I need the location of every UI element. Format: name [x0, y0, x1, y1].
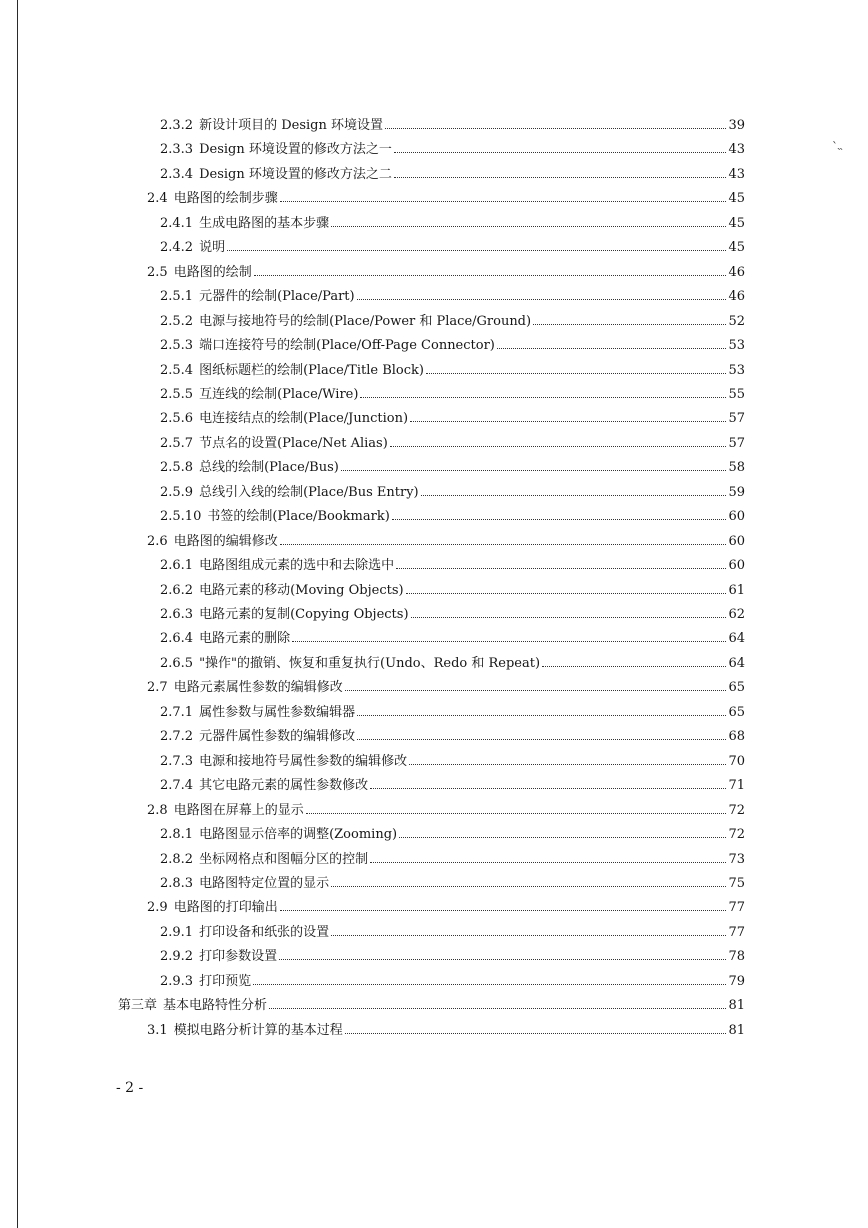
- toc-dot-leader: [280, 909, 727, 911]
- toc-entry-title: 电源与接地符号的绘制(Place/Power 和 Place/Ground): [199, 313, 532, 329]
- toc-entry[interactable]: [147, 188, 745, 210]
- toc-dot-leader: [370, 861, 726, 863]
- toc-dot-leader: [542, 665, 726, 667]
- toc-dot-leader: [357, 298, 727, 300]
- toc-entry[interactable]: [160, 115, 745, 137]
- toc-dot-leader: [331, 885, 726, 887]
- toc-entry-title: 电路图在屏幕上的显示: [173, 802, 304, 818]
- toc-entry[interactable]: [160, 384, 745, 406]
- toc-entry-number: 2.5.9: [160, 484, 194, 500]
- toc-entry-number: 3.1: [147, 1022, 168, 1038]
- toc-entry[interactable]: [147, 531, 745, 553]
- toc-entry-page: 77: [728, 924, 745, 940]
- toc-entry-page: 52: [728, 313, 745, 329]
- toc-entry-title: 其它电路元素的属性参数修改: [199, 778, 369, 794]
- toc-entry-number: 2.5.1: [160, 289, 194, 305]
- toc-entry[interactable]: [160, 506, 745, 528]
- toc-dot-leader: [331, 934, 726, 936]
- toc-entry-number: 第三章: [118, 998, 158, 1014]
- toc-entry-title: 电路图的打印输出: [173, 900, 278, 916]
- toc-entry-title: 属性参数与属性参数编辑器: [199, 704, 356, 720]
- toc-entry[interactable]: [160, 873, 745, 895]
- toc-entry[interactable]: [147, 897, 745, 919]
- toc-entry-page: 78: [728, 949, 745, 965]
- toc-entry[interactable]: [160, 213, 745, 235]
- toc-entry[interactable]: [160, 433, 745, 455]
- toc-entry-title: 元器件的绘制(Place/Part): [199, 289, 355, 305]
- toc-entry-title: 打印预览: [199, 973, 252, 989]
- toc-entry-page: 53: [728, 338, 745, 354]
- toc-dot-leader: [399, 836, 726, 838]
- toc-entry-number: 2.8.1: [160, 827, 194, 843]
- toc-entry-number: 2.5: [147, 264, 168, 280]
- toc-entry-page: 71: [728, 778, 745, 794]
- toc-entry-page: 46: [728, 264, 745, 280]
- toc-dot-leader: [426, 372, 726, 374]
- toc-dot-leader: [394, 176, 727, 178]
- toc-entry-title: 电路图组成元素的选中和去除选中: [199, 558, 395, 574]
- toc-entry[interactable]: [160, 775, 745, 797]
- toc-entry[interactable]: [147, 800, 745, 822]
- toc-entry[interactable]: [160, 237, 745, 259]
- toc-dot-leader: [357, 738, 726, 740]
- toc-entry-page: 43: [728, 142, 745, 158]
- toc-entry-title: 电连接结点的绘制(Place/Junction): [199, 411, 409, 427]
- toc-entry-title: 电路图显示倍率的调整(Zooming): [199, 827, 398, 843]
- page-number: - 2 -: [116, 1080, 144, 1096]
- toc-entry-title: Design 环境设置的修改方法之一: [199, 142, 392, 158]
- toc-entry-page: 53: [728, 362, 745, 378]
- toc-dot-leader: [392, 518, 727, 520]
- toc-entry-title: Design 环境设置的修改方法之二: [199, 166, 392, 182]
- toc-dot-leader: [227, 249, 726, 251]
- toc-entry[interactable]: [160, 922, 745, 944]
- toc-entry-number: 2.5.4: [160, 362, 194, 378]
- toc-entry-number: 2.6.2: [160, 582, 194, 598]
- toc-entry-page: 73: [728, 851, 745, 867]
- toc-entry-page: 64: [728, 655, 745, 671]
- toc-entry-page: 81: [728, 998, 745, 1014]
- toc-entry-page: 60: [728, 509, 745, 525]
- toc-entry-number: 2.5.3: [160, 338, 194, 354]
- toc-entry-page: 65: [728, 680, 745, 696]
- toc-entry-title: 总线引入线的绘制(Place/Bus Entry): [199, 484, 419, 500]
- toc-entry[interactable]: [160, 628, 745, 650]
- toc-entry-number: 2.6.1: [160, 558, 194, 574]
- toc-entry-number: 2.9: [147, 900, 168, 916]
- toc-entry[interactable]: [160, 457, 745, 479]
- toc-dot-leader: [280, 543, 727, 545]
- toc-entry[interactable]: [160, 824, 745, 846]
- toc-entry-page: 79: [728, 973, 745, 989]
- toc-entry-page: 75: [728, 875, 745, 891]
- toc-dot-leader: [345, 689, 727, 691]
- toc-entry[interactable]: [160, 286, 745, 308]
- toc-entry[interactable]: [160, 653, 745, 675]
- toc-entry-page: 57: [728, 411, 745, 427]
- toc-entry-number: 2.6.4: [160, 631, 194, 647]
- toc-entry-number: 2.4.1: [160, 215, 194, 231]
- toc-entry-title: 互连线的绘制(Place/Wire): [199, 386, 359, 402]
- toc-entry-page: 65: [728, 704, 745, 720]
- toc-entry[interactable]: [160, 971, 745, 993]
- toc-entry-title: 电路元素的复制(Copying Objects): [199, 607, 409, 622]
- toc-entry-title: 电路元素属性参数的编辑修改: [173, 680, 343, 696]
- toc-entry[interactable]: [160, 580, 745, 602]
- toc-entry-title: 新设计项目的 Design 环境设置: [199, 118, 383, 133]
- toc-entry-title: 电路图特定位置的显示: [199, 875, 330, 891]
- toc-entry-title: "操作"的撤销、恢复和重复执行(Undo、Redo 和 Repeat): [199, 655, 541, 671]
- toc-entry-title: 总线的绘制(Place/Bus): [199, 460, 339, 476]
- toc-dot-leader: [360, 396, 726, 398]
- toc-dot-leader: [306, 812, 727, 814]
- toc-entry-page: 46: [728, 289, 745, 305]
- toc-entry-title: 电路元素的删除: [199, 631, 291, 647]
- toc-entry[interactable]: [147, 262, 745, 284]
- toc-entry[interactable]: [147, 677, 745, 699]
- toc-dot-leader: [411, 616, 727, 618]
- toc-entry-number: 2.5.10: [160, 509, 202, 525]
- toc-entry-page: 43: [728, 166, 745, 182]
- toc-entry-title: 端口连接符号的绘制(Place/Off-Page Connector): [199, 338, 495, 354]
- toc-entry-number: 2.4.2: [160, 240, 194, 256]
- toc-entry-number: 2.7: [147, 680, 168, 696]
- toc-entry-number: 2.6.3: [160, 607, 194, 622]
- toc-dot-leader: [410, 420, 726, 422]
- toc-entry-page: 59: [728, 484, 745, 500]
- toc-dot-leader: [390, 445, 727, 447]
- toc-entry-number: 2.3.3: [160, 142, 194, 158]
- toc-entry-page: 70: [728, 753, 745, 769]
- toc-entry-page: 61: [728, 582, 745, 598]
- toc-dot-leader: [385, 127, 726, 129]
- toc-entry-number: 2.4: [147, 191, 168, 207]
- toc-dot-leader: [370, 787, 726, 789]
- toc-entry-page: 60: [728, 533, 745, 549]
- toc-entry-page: 45: [728, 191, 745, 207]
- toc-entry[interactable]: [160, 408, 745, 430]
- toc-dot-leader: [269, 1007, 726, 1009]
- toc-dot-leader: [409, 763, 726, 765]
- toc-entry-number: 2.7.3: [160, 753, 194, 769]
- toc-entry-page: 68: [728, 729, 745, 745]
- toc-entry-page: 45: [728, 240, 745, 256]
- toc-dot-leader: [280, 200, 727, 202]
- toc-entry-title: 基本电路特性分析: [163, 998, 268, 1014]
- toc-entry[interactable]: [160, 555, 745, 577]
- toc-entry[interactable]: [160, 751, 745, 773]
- toc-dot-leader: [345, 1032, 727, 1034]
- toc-entry-page: 60: [728, 558, 745, 574]
- toc-entry-number: 2.7.1: [160, 704, 194, 720]
- toc-entry[interactable]: [160, 482, 745, 504]
- toc-entry-page: 77: [728, 900, 745, 916]
- toc-entry-number: 2.6: [147, 533, 168, 549]
- scan-speck: ˋ˵: [832, 140, 842, 154]
- toc-entry-title: 元器件属性参数的编辑修改: [199, 729, 356, 745]
- toc-entry-page: 55: [728, 386, 745, 402]
- toc-entry-page: 45: [728, 215, 745, 231]
- toc-entry-title: 电路元素的移动(Moving Objects): [199, 582, 404, 598]
- toc-entry-page: 64: [728, 631, 745, 647]
- toc-entry-title: 书签的绘制(Place/Bookmark): [207, 509, 390, 525]
- toc-dot-leader: [533, 323, 726, 325]
- toc-entry-page: 57: [728, 435, 745, 451]
- toc-dot-leader: [341, 469, 727, 471]
- toc-entry-number: 2.8.2: [160, 851, 194, 867]
- toc-dot-leader: [394, 151, 727, 153]
- toc-entry[interactable]: [160, 726, 745, 748]
- toc-dot-leader: [254, 274, 727, 276]
- toc-entry-title: 打印参数设置: [199, 949, 278, 965]
- toc-dot-leader: [406, 592, 727, 594]
- toc-entry[interactable]: [118, 995, 745, 1017]
- toc-entry[interactable]: [160, 604, 745, 626]
- toc-entry-number: 2.8.3: [160, 875, 194, 891]
- toc-entry-title: 模拟电路分析计算的基本过程: [173, 1022, 343, 1038]
- toc-dot-leader: [357, 714, 726, 716]
- toc-entry-page: 58: [728, 460, 745, 476]
- toc-entry[interactable]: [160, 360, 745, 382]
- toc-entry-number: 2.9.1: [160, 924, 194, 940]
- toc-entry-number: 2.7.4: [160, 778, 194, 794]
- toc-entry-number: 2.5.7: [160, 435, 194, 451]
- toc-entry-title: 坐标网格点和图幅分区的控制: [199, 851, 369, 867]
- toc-entry[interactable]: [160, 164, 745, 186]
- toc-entry-number: 2.3.4: [160, 166, 194, 182]
- toc-entry-title: 节点名的设置(Place/Net Alias): [199, 435, 388, 451]
- toc-entry-page: 62: [728, 607, 745, 622]
- toc-entry-page: 72: [728, 827, 745, 843]
- toc-entry-number: 2.3.2: [160, 118, 194, 133]
- toc-entry[interactable]: [160, 946, 745, 968]
- toc-entry-number: 2.5.5: [160, 386, 194, 402]
- toc-entry-number: 2.9.3: [160, 973, 194, 989]
- toc-dot-leader: [421, 494, 727, 496]
- toc-entry-page: 81: [728, 1022, 745, 1038]
- toc-entry-title: 图纸标题栏的绘制(Place/Title Block): [199, 362, 424, 378]
- toc-entry-number: 2.7.2: [160, 729, 194, 745]
- toc-entry-number: 2.5.8: [160, 460, 194, 476]
- toc-entry-number: 2.5.6: [160, 411, 194, 427]
- toc-entry-title: 生成电路图的基本步骤: [199, 215, 330, 231]
- toc-entry-number: 2.6.5: [160, 655, 194, 671]
- toc-entry-title: 打印设备和纸张的设置: [199, 924, 330, 940]
- toc-entry-title: 电路图的绘制步骤: [173, 191, 278, 207]
- toc-entry-title: 电源和接地符号属性参数的编辑修改: [199, 753, 408, 769]
- toc-entry-number: 2.5.2: [160, 313, 194, 329]
- toc-entry[interactable]: [147, 1020, 745, 1042]
- toc-dot-leader: [497, 347, 727, 349]
- toc-entry-page: 39: [728, 118, 745, 133]
- toc-entry[interactable]: [160, 849, 745, 871]
- toc-entry-title: 电路图的绘制: [173, 264, 252, 280]
- toc-dot-leader: [292, 640, 726, 642]
- toc-dot-leader: [279, 958, 726, 960]
- toc-entry[interactable]: [160, 335, 745, 357]
- toc-entry-number: 2.9.2: [160, 949, 194, 965]
- toc-entry[interactable]: [160, 702, 745, 724]
- toc-dot-leader: [331, 225, 726, 227]
- toc-dot-leader: [396, 567, 726, 569]
- toc-entry-page: 72: [728, 802, 745, 818]
- toc-dot-leader: [253, 983, 726, 985]
- toc-entry-title: 电路图的编辑修改: [173, 533, 278, 549]
- toc-entry[interactable]: [160, 311, 745, 333]
- toc-entry[interactable]: [160, 139, 745, 161]
- toc-entry-title: 说明: [199, 240, 226, 256]
- toc-entry-number: 2.8: [147, 802, 168, 818]
